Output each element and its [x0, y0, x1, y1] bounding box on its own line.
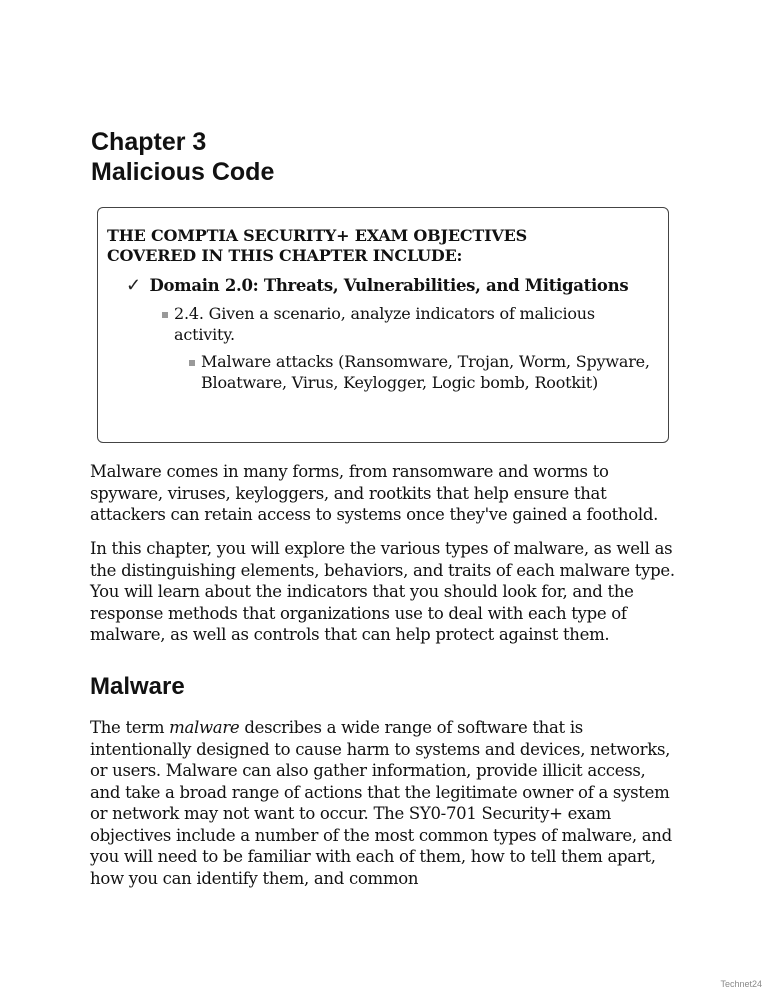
objectives-heading: [107, 226, 660, 266]
section-title-malware: Malware: [90, 673, 185, 700]
domain-label: Domain 2.0: Threats, Vulnerabilities, and Mitigations: [149, 276, 629, 295]
malware-text-before: The term: [90, 718, 170, 737]
overview-paragraph: In this chapter, you will explore the various types of malware, as well as the distinguishing elements, behaviors, and traits of each malware type. You will learn about the indicators that you should look for, and the response methods that organizations use to deal with each type of malware, as well as controls that can help protect against them.: [90, 539, 675, 644]
malware-text-after: describes a wide range of software that is intentionally designed to cause harm to systems and devices, networks, or users. Malware can also gather information, provide illicit access, and take a broad range of actions that the legitimate owner of a system or network may not want to occur. The SY0-701 Security+ exam objectives include a number of the most common types of malware, and you will need to be familiar with each of them, how to tell them apart, how you can identify them, and common: [90, 718, 672, 888]
chapter-name: Malicious Code: [91, 158, 275, 186]
exam-objectives-box: [97, 207, 669, 443]
square-bullet-icon: [189, 360, 195, 366]
sub-objective-item: [201, 351, 660, 393]
chapter-title: [91, 127, 274, 187]
malware-term: malware: [169, 718, 240, 737]
checkmark-icon: ✓: [126, 275, 141, 296]
objective-item: [174, 303, 660, 345]
malware-paragraph: [90, 717, 680, 889]
objectives-heading-line2: COVERED IN THIS CHAPTER INCLUDE:: [107, 246, 463, 265]
chapter-number: Chapter 3: [91, 128, 207, 156]
objectives-heading-line1: THE COMPTIA SECURITY+ EXAM OBJECTIVES: [107, 226, 527, 245]
watermark: Technet24: [720, 979, 762, 989]
domain-item: [126, 275, 660, 297]
square-bullet-icon: [162, 312, 168, 318]
objective-label: 2.4. Given a scenario, analyze indicators of malicious activity.: [174, 304, 595, 344]
intro-paragraph: Malware comes in many forms, from ransomware and worms to spyware, viruses, keyloggers, and rootkits that help ensure that attackers can retain access to systems once they've gained a foothold.: [90, 462, 659, 524]
sub-objective-label: Malware attacks (Ransomware, Trojan, Worm, Spyware, Bloatware, Virus, Keylogger, Logic bomb, Rootkit): [201, 352, 650, 392]
